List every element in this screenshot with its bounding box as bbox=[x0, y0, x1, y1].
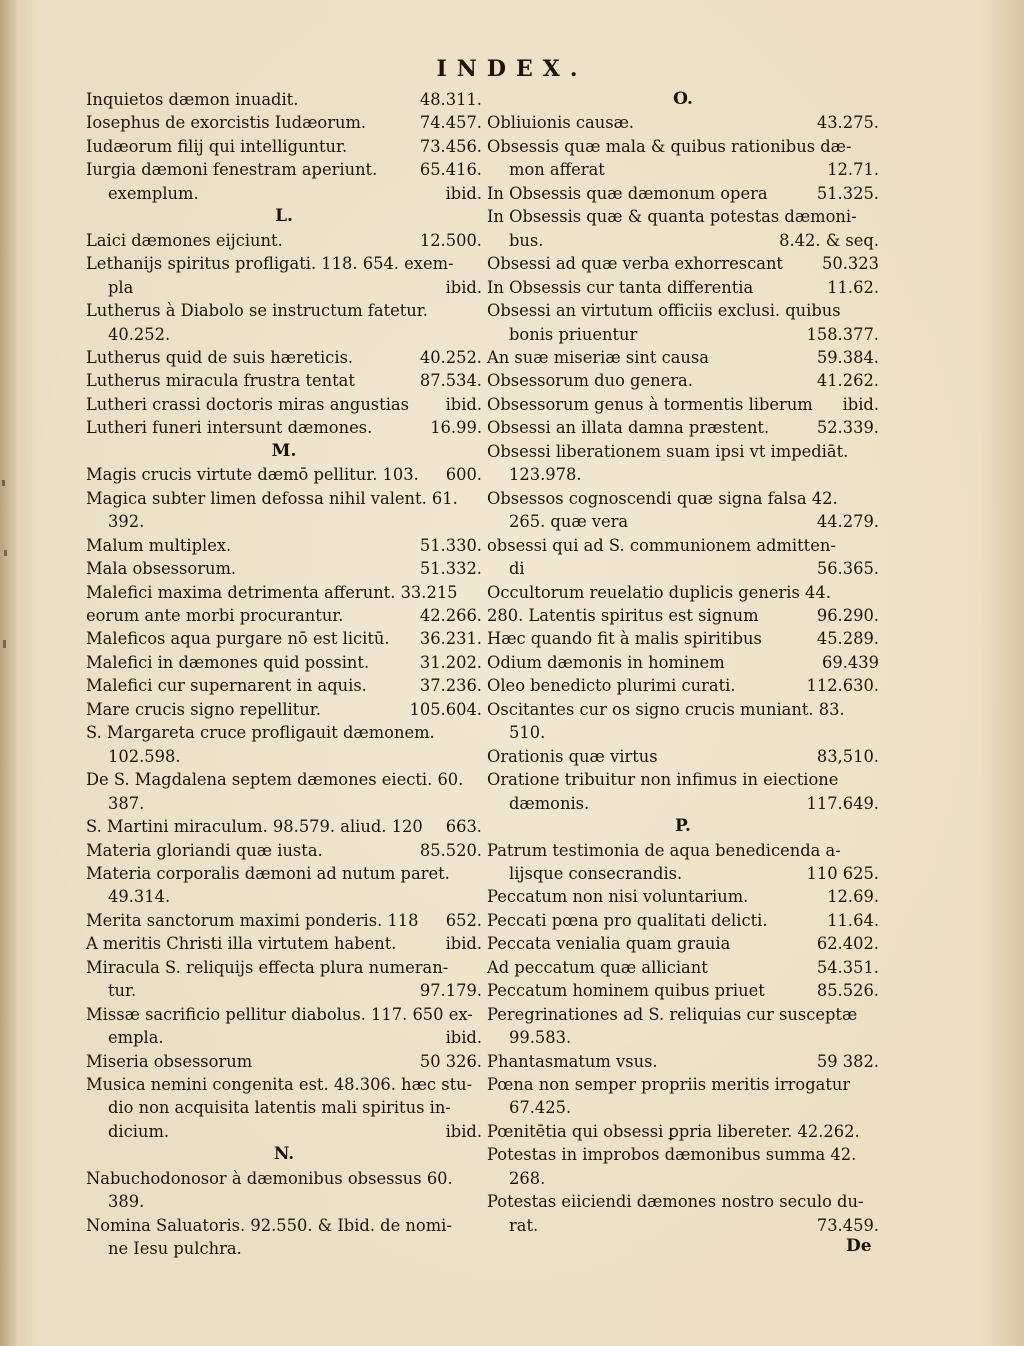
index-entry bbox=[487, 651, 879, 674]
index-entry-reference: 110 625. bbox=[806, 863, 879, 883]
index-entry-continuation bbox=[487, 721, 879, 744]
index-entry-reference: 85.526. bbox=[816, 981, 879, 1001]
index-entry bbox=[487, 745, 879, 768]
ink-mark bbox=[3, 640, 6, 648]
index-entry-text: 268. bbox=[509, 1168, 546, 1188]
index-entry-text: S. Margareta cruce profligauit dæmonem. bbox=[86, 723, 435, 743]
index-entry-reference: 12.71. bbox=[827, 160, 879, 180]
index-entry-text: Peccata venialia quam grauia bbox=[487, 934, 731, 954]
index-entry bbox=[86, 627, 482, 650]
index-entry-text: Obsessis quæ mala & quibus rationibus dæ- bbox=[487, 136, 852, 156]
index-entry bbox=[86, 651, 482, 674]
index-entry-reference: 117.649. bbox=[806, 793, 879, 813]
index-entry-continuation bbox=[487, 323, 879, 346]
index-entry-text: Lethanijs spiritus profligati. 118. 654. exem- bbox=[86, 254, 454, 274]
index-entry bbox=[86, 487, 482, 510]
index-entry-text: Lutherus à Diabolo se instructum fatetur. bbox=[86, 301, 428, 321]
index-entry-text: obsessi qui ad S. communionem admitten- bbox=[487, 535, 836, 555]
index-entry-text: An suæ miseriæ sint causa bbox=[487, 347, 709, 367]
index-entry-text: bonis priuentur bbox=[509, 324, 638, 344]
index-entry-text: Obsessorum duo genera. bbox=[487, 371, 693, 391]
index-entry bbox=[86, 768, 482, 791]
index-entry-text: Miracula S. reliquijs effecta plura numeran- bbox=[86, 957, 449, 977]
index-entry-reference: 87.534. bbox=[419, 371, 482, 391]
index-entry-text: Peccatum non nisi voluntarium. bbox=[487, 887, 749, 907]
index-entry bbox=[487, 205, 879, 228]
index-entry-reference: 51.325. bbox=[816, 183, 879, 203]
index-entry-reference: 83,510. bbox=[816, 746, 879, 766]
index-entry-reference: 11.62. bbox=[827, 277, 879, 297]
index-entry-continuation bbox=[487, 862, 879, 885]
index-entry-text: Malefici in dæmones quid possint. bbox=[86, 652, 370, 672]
index-entry-text: lijsque consecrandis. bbox=[509, 863, 683, 883]
index-entry-continuation bbox=[86, 1026, 482, 1049]
index-entry bbox=[487, 698, 879, 721]
index-entry-text: Maleficos aqua purgare nō est licitū. bbox=[86, 629, 390, 649]
index-entry-text: dicium. bbox=[108, 1121, 170, 1141]
index-entry-continuation bbox=[487, 510, 879, 533]
index-entry-text: 123.978. bbox=[509, 465, 582, 485]
index-entry bbox=[86, 839, 482, 862]
index-entry-text: empla. bbox=[108, 1028, 164, 1048]
index-entry-continuation bbox=[86, 1096, 482, 1119]
index-entry-text: 67.425. bbox=[509, 1098, 572, 1118]
index-entry-reference: 31.202. bbox=[419, 652, 482, 672]
index-entry bbox=[86, 369, 482, 392]
index-entry-reference: 112.630. bbox=[806, 676, 879, 696]
index-entry-text: 280. Latentis spiritus est signum bbox=[487, 605, 759, 625]
index-entry bbox=[487, 416, 879, 439]
index-entry-reference: 54.351. bbox=[816, 957, 879, 977]
index-entry-reference: 50 326. bbox=[419, 1051, 482, 1071]
index-entry-continuation bbox=[487, 1167, 879, 1190]
index-entry bbox=[86, 1214, 482, 1237]
index-entry bbox=[86, 346, 482, 369]
index-entry-reference: 97.179. bbox=[419, 981, 482, 1001]
index-entry-text: In Obsessis quæ dæmonum opera bbox=[487, 183, 768, 203]
index-entry bbox=[86, 88, 482, 111]
index-entry bbox=[487, 1120, 879, 1143]
index-entry-reference: 73.459. bbox=[816, 1215, 879, 1235]
index-entry-continuation bbox=[86, 1190, 482, 1213]
index-entry-text: Malefici maxima detrimenta afferunt. 33.215 bbox=[86, 582, 458, 602]
index-entry-text: S. Martini miraculum. 98.579. aliud. 120 bbox=[86, 817, 423, 837]
index-letter-heading: M. bbox=[271, 440, 297, 461]
index-entry bbox=[487, 839, 879, 862]
index-entry-text: Lutheri crassi doctoris miras angustias bbox=[86, 394, 409, 414]
index-entry-reference: 51.330. bbox=[419, 535, 482, 555]
index-entry bbox=[487, 979, 879, 1002]
index-entry bbox=[487, 768, 879, 791]
index-entry-text: Nomina Saluatoris. 92.550. & Ibid. de nomi- bbox=[86, 1215, 452, 1235]
index-entry-reference: 56.365. bbox=[816, 559, 879, 579]
index-entry-text: 40.252. bbox=[108, 324, 171, 344]
index-entry-reference: 50.323 bbox=[822, 254, 879, 274]
index-entry-reference: 73.456. bbox=[419, 136, 482, 156]
index-entry bbox=[86, 862, 482, 885]
index-entry bbox=[86, 557, 482, 580]
index-entry bbox=[487, 1143, 879, 1166]
index-entry bbox=[86, 1050, 482, 1073]
index-entry bbox=[86, 463, 482, 486]
index-entry bbox=[86, 1167, 482, 1190]
index-entry-continuation bbox=[86, 885, 482, 908]
index-entry-text: dio non acquisita latentis mali spiritus in- bbox=[108, 1098, 451, 1118]
index-entry-text: Magica subter limen defossa nihil valent. 61. bbox=[86, 488, 458, 508]
index-entry bbox=[86, 299, 482, 322]
index-entry bbox=[487, 1073, 879, 1096]
index-entry-text: Potestas eiiciendi dæmones nostro seculo du- bbox=[487, 1192, 864, 1212]
index-entry-continuation bbox=[86, 182, 482, 205]
index-entry-reference: 600. bbox=[445, 465, 482, 485]
index-entry-reference: 8.42. & seq. bbox=[779, 230, 879, 250]
index-entry bbox=[487, 135, 879, 158]
index-entry-continuation bbox=[487, 158, 879, 181]
index-entry bbox=[86, 158, 482, 181]
index-entry-text: De S. Magdalena septem dæmones eiecti. 60. bbox=[86, 770, 464, 790]
index-entry-reference: ibid. bbox=[445, 1028, 482, 1048]
index-entry-reference: 37.236. bbox=[419, 676, 482, 696]
index-entry-reference: 36.231. bbox=[419, 629, 482, 649]
index-entry-continuation bbox=[86, 323, 482, 346]
index-entry bbox=[86, 252, 482, 275]
index-entry-text: Pœna non semper propriis meritis irrogatur bbox=[487, 1075, 851, 1095]
index-entry bbox=[86, 111, 482, 134]
index-entry-text: Musica nemini congenita est. 48.306. hæc stu- bbox=[86, 1075, 473, 1095]
index-entry bbox=[86, 1003, 482, 1026]
index-entry-text: Malefici cur supernarent in aquis. bbox=[86, 676, 367, 696]
index-entry-text: 392. bbox=[108, 512, 145, 532]
index-entry bbox=[487, 581, 879, 604]
index-entry-text: Pœnitētia qui obsessi ꝑpria libereter. 42.262. bbox=[487, 1121, 860, 1141]
ink-mark bbox=[2, 480, 5, 486]
catchword: De bbox=[846, 1236, 872, 1256]
index-entry-reference: 105.604. bbox=[409, 699, 482, 719]
index-entry bbox=[86, 932, 482, 955]
index-column-left bbox=[86, 88, 482, 1261]
index-entry-reference: 43.275. bbox=[816, 113, 879, 133]
index-entry-text: di bbox=[509, 559, 525, 579]
index-entry bbox=[487, 627, 879, 650]
index-entry bbox=[86, 135, 482, 158]
index-entry-text: 49.314. bbox=[108, 887, 171, 907]
index-entry-text: Hæc quando fit à malis spiritibus bbox=[487, 629, 762, 649]
page-gutter-shadow bbox=[0, 0, 18, 1346]
index-entry bbox=[487, 674, 879, 697]
index-entry-reference: 11.64. bbox=[827, 910, 879, 930]
index-entry-text: Obliuionis causæ. bbox=[487, 113, 635, 133]
index-entry-reference: 45.289. bbox=[816, 629, 879, 649]
index-entry-continuation bbox=[86, 510, 482, 533]
index-entry-reference: ibid. bbox=[445, 183, 482, 203]
index-entry-reference: 65.416. bbox=[419, 160, 482, 180]
index-entry-text: pla bbox=[108, 277, 134, 297]
index-entry-text: Oratione tribuitur non infimus in eiectione bbox=[487, 770, 839, 790]
index-entry-text: Malum multiplex. bbox=[86, 535, 232, 555]
index-entry-text: Oscitantes cur os signo crucis muniant. 83. bbox=[487, 699, 845, 719]
index-entry-continuation bbox=[86, 1120, 482, 1143]
index-entry-reference: 12.69. bbox=[827, 887, 879, 907]
index-entry-reference: 158.377. bbox=[806, 324, 879, 344]
index-entry-text: mon afferat bbox=[509, 160, 605, 180]
index-entry-text: Materia gloriandi quæ iusta. bbox=[86, 840, 323, 860]
index-entry-continuation bbox=[487, 229, 879, 252]
index-entry-text: tur. bbox=[108, 981, 137, 1001]
index-entry-reference: 663. bbox=[445, 817, 482, 837]
index-entry bbox=[86, 393, 482, 416]
index-entry bbox=[487, 885, 879, 908]
index-entry bbox=[487, 299, 879, 322]
index-entry-text: 389. bbox=[108, 1192, 145, 1212]
index-entry-reference: 59.384. bbox=[816, 347, 879, 367]
index-entry bbox=[487, 909, 879, 932]
index-entry-text: Mala obsessorum. bbox=[86, 559, 237, 579]
index-entry bbox=[487, 1050, 879, 1073]
index-letter-heading: N. bbox=[273, 1144, 295, 1165]
index-entry-text: Orationis quæ virtus bbox=[487, 746, 658, 766]
index-entry-text: Lutherus miracula frustra tentat bbox=[86, 371, 355, 391]
index-entry-reference: 62.402. bbox=[816, 934, 879, 954]
index-entry-text: Peregrinationes ad S. reliquias cur susceptæ bbox=[487, 1004, 858, 1024]
index-entry-text: ne Iesu pulchra. bbox=[108, 1239, 242, 1259]
index-entry-continuation bbox=[487, 1214, 879, 1237]
index-entry bbox=[86, 229, 482, 252]
index-entry-reference: 74.457. bbox=[419, 113, 482, 133]
index-entry-continuation bbox=[487, 463, 879, 486]
index-entry-reference: 40.252. bbox=[419, 347, 482, 367]
index-entry bbox=[487, 182, 879, 205]
index-entry-text: exemplum. bbox=[108, 183, 199, 203]
index-entry-text: Iudæorum filij qui intelliguntur. bbox=[86, 136, 348, 156]
index-entry-text: Iurgia dæmoni fenestram aperiunt. bbox=[86, 160, 378, 180]
index-entry-text: Lutherus quid de suis hæreticis. bbox=[86, 347, 354, 367]
index-entry-reference: 85.520. bbox=[419, 840, 482, 860]
index-entry-text: A meritis Christi illa virtutem habent. bbox=[86, 934, 397, 954]
index-entry-text: Mare crucis signo repellitur. bbox=[86, 699, 321, 719]
index-entry-reference: 41.262. bbox=[816, 371, 879, 391]
index-entry-text: Merita sanctorum maximi ponderis. 118 bbox=[86, 910, 419, 930]
index-entry bbox=[487, 1190, 879, 1213]
index-entry bbox=[487, 276, 879, 299]
index-letter-heading: L. bbox=[275, 206, 293, 227]
index-entry-text: Materia corporalis dæmoni ad nutum paret. bbox=[86, 863, 450, 883]
index-entry-text: rat. bbox=[509, 1215, 539, 1235]
index-entry-text: Ad peccatum quæ alliciant bbox=[487, 957, 708, 977]
index-entry-reference: 12.500. bbox=[419, 230, 482, 250]
index-entry-text: Peccati pœna pro qualitati delicti. bbox=[487, 910, 768, 930]
index-entry-text: Obsessi an illata damna præstent. bbox=[487, 418, 770, 438]
index-entry bbox=[86, 815, 482, 838]
index-entry bbox=[86, 956, 482, 979]
index-column-right bbox=[487, 88, 879, 1237]
index-entry-text: Odium dæmonis in hominem bbox=[487, 652, 725, 672]
index-entry bbox=[86, 674, 482, 697]
index-entry-reference: 69.439 bbox=[822, 652, 879, 672]
ink-mark bbox=[4, 550, 7, 556]
index-entry bbox=[86, 1073, 482, 1096]
index-entry-text: 102.598. bbox=[108, 746, 181, 766]
index-entry-reference: 48.311. bbox=[419, 90, 482, 109]
index-entry-text: Peccatum hominem quibus priuet bbox=[487, 981, 765, 1001]
index-entry-text: Obsessos cognoscendi quæ signa falsa 42. bbox=[487, 488, 838, 508]
index-entry-continuation bbox=[86, 276, 482, 299]
index-entry-text: Iosephus de exorcistis Iudæorum. bbox=[86, 113, 367, 133]
index-entry-text: Oleo benedicto plurimi curati. bbox=[487, 676, 736, 696]
index-entry bbox=[487, 932, 879, 955]
index-entry-continuation bbox=[487, 1026, 879, 1049]
index-entry-text: Obsessi liberationem suam ipsi vt impediāt. bbox=[487, 441, 849, 461]
index-entry-reference: 52.339. bbox=[816, 418, 879, 438]
index-entry-text: Miseria obsessorum bbox=[86, 1051, 253, 1071]
index-entry-text: Magis crucis virtute dæmō pellitur. 103. bbox=[86, 465, 419, 485]
index-entry-text: Obsessi an virtutum officiis exclusi. quibus bbox=[487, 301, 841, 321]
index-entry bbox=[86, 698, 482, 721]
index-entry-reference: ibid. bbox=[445, 934, 482, 954]
index-entry bbox=[86, 604, 482, 627]
index-entry-continuation bbox=[86, 792, 482, 815]
index-entry-reference: 42.266. bbox=[419, 605, 482, 625]
index-entry-reference: ibid. bbox=[445, 394, 482, 414]
index-entry-continuation bbox=[86, 979, 482, 1002]
index-entry-reference: ibid. bbox=[445, 277, 482, 297]
index-entry-reference: ibid. bbox=[842, 394, 879, 414]
index-entry-text: 387. bbox=[108, 793, 145, 813]
index-entry-text: Inquietos dæmon inuadit. bbox=[86, 90, 299, 109]
index-entry bbox=[487, 346, 879, 369]
index-entry bbox=[487, 487, 879, 510]
index-entry bbox=[86, 534, 482, 557]
index-entry-reference: 51.332. bbox=[419, 559, 482, 579]
index-entry-text: 265. quæ vera bbox=[509, 512, 629, 532]
index-entry-continuation bbox=[86, 1237, 482, 1260]
index-entry-text: Nabuchodonosor à dæmonibus obsessus 60. bbox=[86, 1168, 453, 1188]
index-entry-reference: 96.290. bbox=[816, 605, 879, 625]
index-entry-text: In Obsessis quæ & quanta potestas dæmoni- bbox=[487, 207, 857, 227]
index-entry-text: Phantasmatum vsus. bbox=[487, 1051, 658, 1071]
index-entry-text: bus. bbox=[509, 230, 544, 250]
index-entry-text: Potestas in improbos dæmonibus summa 42. bbox=[487, 1145, 857, 1165]
index-entry-text: Lutheri funeri intersunt dæmones. bbox=[86, 418, 373, 438]
index-entry-text: Laici dæmones eijciunt. bbox=[86, 230, 283, 250]
page-header: INDEX. bbox=[436, 56, 588, 82]
index-entry bbox=[487, 111, 879, 134]
index-entry bbox=[487, 604, 879, 627]
index-entry-reference: 44.279. bbox=[816, 512, 879, 532]
index-entry-text: 99.583. bbox=[509, 1028, 572, 1048]
index-entry-text: 510. bbox=[509, 723, 546, 743]
index-entry-text: In Obsessis cur tanta differentia bbox=[487, 277, 754, 297]
index-entry bbox=[86, 721, 482, 744]
index-entry-text: dæmonis. bbox=[509, 793, 590, 813]
index-entry bbox=[487, 440, 879, 463]
index-letter-heading: O. bbox=[673, 89, 693, 109]
index-entry bbox=[86, 416, 482, 439]
index-entry-reference: ibid. bbox=[445, 1121, 482, 1141]
index-entry-text: Patrum testimonia de aqua benedicenda a- bbox=[487, 840, 841, 860]
index-entry-text: Missæ sacrificio pellitur diabolus. 117. 650 ex- bbox=[86, 1004, 473, 1024]
index-entry-continuation bbox=[487, 1096, 879, 1119]
index-letter-heading: P. bbox=[675, 816, 691, 837]
index-entry-reference: 59 382. bbox=[816, 1051, 879, 1071]
index-entry bbox=[86, 909, 482, 932]
index-entry-continuation bbox=[86, 745, 482, 768]
index-entry-text: eorum ante morbi procurantur. bbox=[86, 605, 344, 625]
index-entry bbox=[487, 956, 879, 979]
index-entry bbox=[487, 393, 879, 416]
index-entry bbox=[487, 369, 879, 392]
index-entry-continuation bbox=[487, 557, 879, 580]
index-entry bbox=[487, 252, 879, 275]
index-entry bbox=[86, 581, 482, 604]
index-entry bbox=[487, 1003, 879, 1026]
index-entry-continuation bbox=[487, 792, 879, 815]
index-entry-reference: 652. bbox=[445, 910, 482, 930]
index-entry-text: Obsessi ad quæ verba exhorrescant bbox=[487, 254, 783, 274]
index-entry bbox=[487, 534, 879, 557]
index-entry-reference: 16.99. bbox=[430, 418, 482, 438]
index-entry-text: Obsessorum genus à tormentis liberum bbox=[487, 394, 813, 414]
index-entry-text: Occultorum reuelatio duplicis generis 44. bbox=[487, 582, 831, 602]
